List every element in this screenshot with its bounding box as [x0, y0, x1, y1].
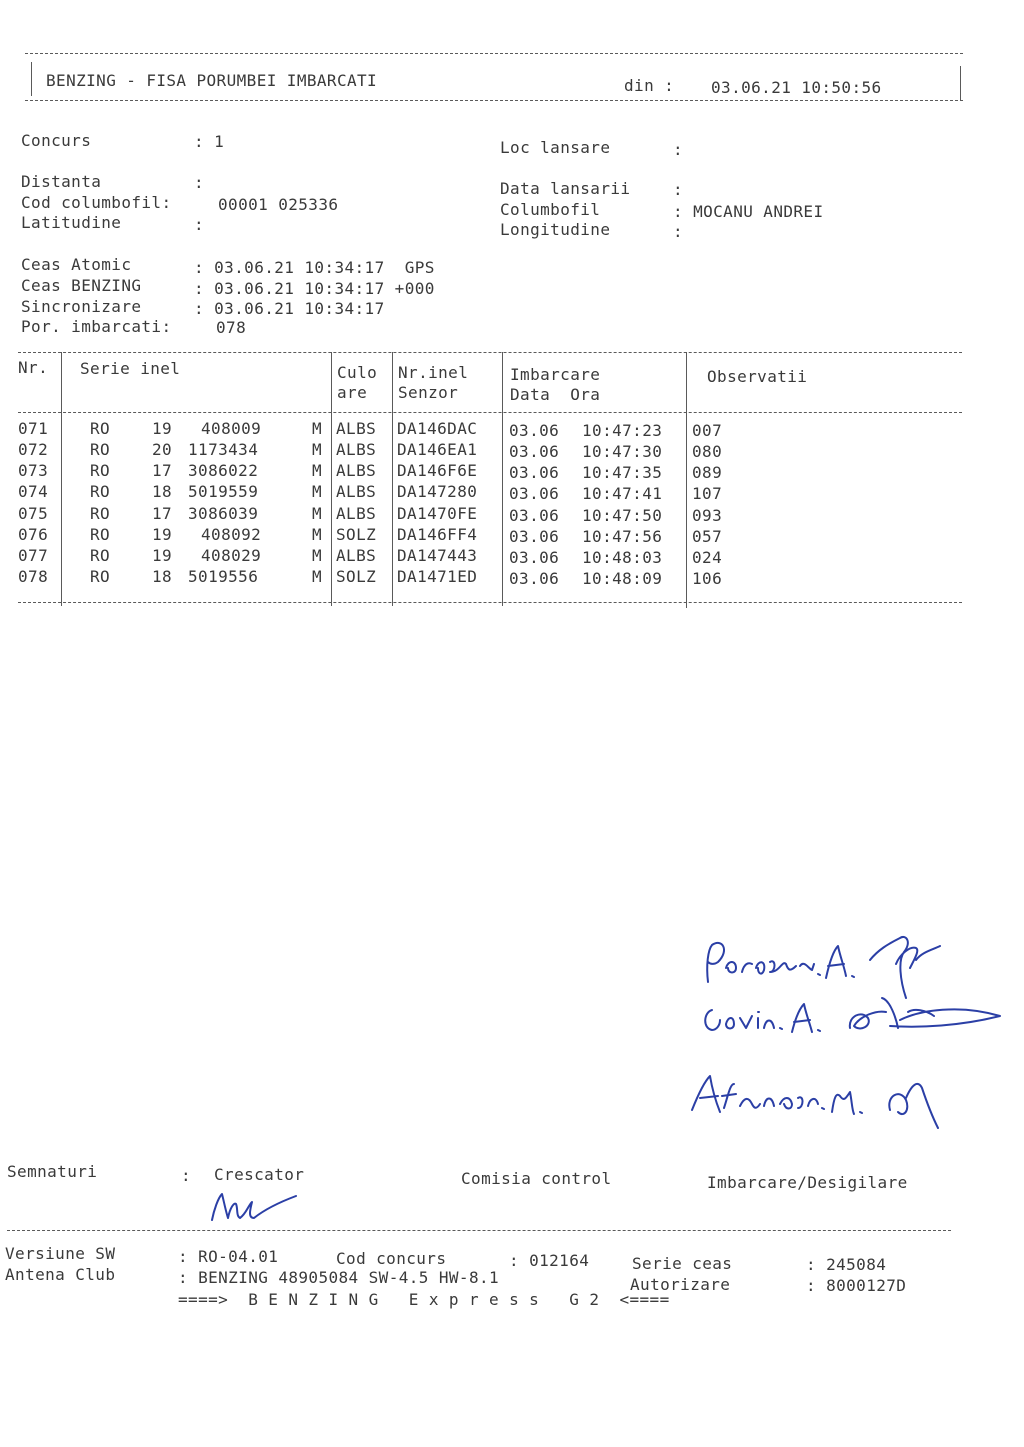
header-imbarcare-1: Imbarcare — [510, 365, 601, 384]
cell-data: 03.06 — [509, 569, 560, 589]
cell-serie-inel: 408029 — [201, 545, 262, 565]
cell-nr: 075 — [18, 503, 49, 523]
header-imbarcare-2: Data Ora — [510, 385, 601, 404]
cell-sex: M — [312, 419, 323, 438]
cell-an: 17 — [152, 461, 173, 481]
versiune-sw-value: : RO-04.01 — [178, 1247, 279, 1266]
cod-columbofil-value: 00001 025336 — [218, 195, 339, 214]
cell-culoare: ALBS — [336, 503, 377, 523]
table-col-line-nr — [61, 352, 62, 606]
loc-lansare-value: : — [673, 140, 684, 159]
latitudine-label: Latitudine — [21, 213, 122, 232]
cell-senzor: DA146EA1 — [397, 440, 478, 460]
header-right-border — [960, 66, 961, 100]
cell-sex: M — [312, 482, 323, 502]
crescator-signature — [208, 1188, 303, 1232]
cell-tara: RO — [90, 545, 111, 565]
cell-senzor: DA1471ED — [397, 567, 478, 587]
cell-culoare: ALBS — [336, 482, 377, 502]
autorizare-label: Autorizare — [630, 1275, 731, 1294]
cell-senzor: DA146DAC — [397, 419, 478, 438]
cell-serie-inel: 3086039 — [188, 503, 259, 523]
cell-nr: 073 — [18, 461, 49, 481]
cell-nr: 071 — [18, 419, 49, 438]
latitudine-value: : — [194, 215, 205, 234]
cell-culoare: ALBS — [336, 440, 377, 460]
comisia-control-label: Comisia control — [461, 1169, 612, 1188]
benzing-express-banner: ====> B E N Z I N G E x p r e s s G 2 <==== — [178, 1290, 670, 1309]
cell-tara: RO — [90, 461, 111, 481]
antena-club-label: Antena Club — [5, 1265, 116, 1284]
cell-senzor: DA146F6E — [397, 461, 478, 481]
cell-observatii: 080 — [692, 442, 723, 462]
sincronizare-label: Sincronizare — [21, 297, 142, 316]
cell-observatii: 093 — [692, 505, 723, 525]
header-observatii: Observatii — [707, 367, 808, 386]
cell-ora: 10:47:41 — [582, 484, 663, 504]
imbarcare-desigilare-label: Imbarcare/Desigilare — [707, 1173, 908, 1192]
header-bottom-border — [25, 100, 963, 101]
cell-nr: 076 — [18, 524, 49, 544]
semnaturi-colon: : — [181, 1166, 192, 1185]
cell-observatii: 089 — [692, 463, 723, 483]
cell-tara: RO — [90, 419, 111, 438]
cell-ora: 10:47:50 — [582, 505, 663, 525]
table-col-line-senzor — [502, 352, 503, 606]
cell-an: 18 — [152, 567, 173, 587]
cell-sex: M — [312, 545, 323, 565]
cell-culoare: ALBS — [336, 419, 377, 438]
cell-nr: 077 — [18, 545, 49, 565]
header-nr-inel-2: Senzor — [398, 383, 459, 402]
cell-senzor: DA146FF4 — [397, 524, 478, 544]
cell-tara: RO — [90, 567, 111, 587]
header-top-border — [25, 53, 963, 54]
cell-serie-inel: 408092 — [201, 524, 262, 544]
ceas-benzing-label: Ceas BENZING — [21, 276, 142, 295]
cell-culoare: SOLZ — [336, 524, 377, 544]
din-label: din : — [624, 76, 675, 95]
cell-observatii: 024 — [692, 547, 723, 567]
cell-an: 18 — [152, 482, 173, 502]
cell-senzor: DA147443 — [397, 545, 478, 565]
cell-sex: M — [312, 503, 323, 523]
cell-serie-inel: 5019556 — [188, 567, 259, 587]
versiune-sw-label: Versiune SW — [5, 1244, 116, 1263]
cell-ora: 10:47:30 — [582, 442, 663, 462]
header-culoare-1: Culo — [337, 363, 378, 382]
cod-columbofil-label: Cod columbofil: — [21, 193, 172, 212]
cell-serie-inel: 5019559 — [188, 482, 259, 502]
cell-data: 03.06 — [509, 463, 560, 483]
cell-observatii: 106 — [692, 569, 723, 589]
cell-culoare: ALBS — [336, 545, 377, 565]
cell-ora: 10:47:56 — [582, 526, 663, 546]
ceas-atomic-value: : 03.06.21 10:34:17 GPS — [194, 258, 435, 277]
cell-an: 20 — [152, 440, 173, 460]
header-nr-inel-1: Nr.inel — [398, 363, 469, 382]
cell-culoare: ALBS — [336, 461, 377, 481]
cell-ora: 10:47:23 — [582, 421, 663, 440]
sincronizare-value: : 03.06.21 10:34:17 — [194, 299, 385, 318]
cell-senzor: DA1470FE — [397, 503, 478, 523]
columbofil-label: Columbofil — [500, 200, 601, 219]
cell-culoare: SOLZ — [336, 567, 377, 587]
distanta-value: : — [194, 173, 205, 192]
ceas-atomic-label: Ceas Atomic — [21, 255, 132, 274]
cell-sex: M — [312, 440, 323, 460]
cell-an: 19 — [152, 524, 173, 544]
cell-serie-inel: 3086022 — [188, 461, 259, 481]
document-title: BENZING - FISA PORUMBEI IMBARCATI — [46, 71, 378, 90]
serie-ceas-label: Serie ceas — [632, 1254, 733, 1273]
porumbei-imbarcati-value: 078 — [216, 318, 247, 337]
cell-ora: 10:48:09 — [582, 569, 663, 589]
semnaturi-label: Semnaturi — [7, 1162, 98, 1181]
cell-tara: RO — [90, 482, 111, 502]
cell-observatii: 107 — [692, 484, 723, 504]
cell-nr: 072 — [18, 440, 49, 460]
cell-tara: RO — [90, 503, 111, 523]
columbofil-value: : MOCANU ANDREI — [673, 202, 824, 221]
header-serie-inel: Serie inel — [80, 359, 181, 378]
din-value: 03.06.21 10:50:56 — [711, 78, 882, 97]
ceas-benzing-value: : 03.06.21 10:34:17 +000 — [194, 279, 435, 298]
concurs-value: : 1 — [194, 132, 225, 151]
cell-data: 03.06 — [509, 505, 560, 525]
header-left-border — [31, 62, 32, 96]
autorizare-value: : 8000127D — [806, 1276, 907, 1295]
cell-data: 03.06 — [509, 421, 560, 440]
distanta-label: Distanta — [21, 172, 102, 191]
cell-serie-inel: 1173434 — [188, 440, 259, 460]
cell-an: 17 — [152, 503, 173, 523]
cell-senzor: DA147280 — [397, 482, 478, 502]
antena-club-value: : BENZING 48905084 SW-4.5 HW-8.1 — [178, 1268, 500, 1287]
cell-observatii: 007 — [692, 421, 723, 440]
cell-sex: M — [312, 524, 323, 544]
concurs-label: Concurs — [21, 131, 92, 150]
cell-data: 03.06 — [509, 484, 560, 504]
data-lansarii-value: : — [673, 180, 684, 199]
table-col-line-ora — [686, 352, 687, 608]
cell-an: 19 — [152, 545, 173, 565]
cell-nr: 074 — [18, 482, 49, 502]
longitudine-label: Longitudine — [500, 220, 611, 239]
cell-sex: M — [312, 461, 323, 481]
cell-data: 03.06 — [509, 547, 560, 567]
header-nr: Nr. — [18, 358, 49, 377]
table-bottom-border — [18, 602, 962, 603]
table-top-border — [18, 352, 962, 353]
data-lansarii-label: Data lansarii — [500, 179, 631, 198]
cell-serie-inel: 408009 — [201, 419, 262, 438]
cod-concurs-label: Cod concurs — [336, 1249, 447, 1268]
cell-observatii: 057 — [692, 526, 723, 546]
cell-ora: 10:47:35 — [582, 463, 663, 483]
porumbei-imbarcati-label: Por. imbarcati: — [21, 317, 172, 336]
loc-lansare-label: Loc lansare — [500, 138, 611, 157]
table-col-line-sex — [331, 352, 332, 606]
commission-signatures — [700, 920, 1010, 1139]
cell-ora: 10:48:03 — [582, 547, 663, 567]
cell-tara: RO — [90, 440, 111, 460]
table-header-separator — [18, 412, 962, 413]
cell-tara: RO — [90, 524, 111, 544]
cell-data: 03.06 — [509, 442, 560, 462]
header-culoare-2: are — [337, 383, 368, 402]
cell-an: 19 — [152, 419, 173, 438]
cell-data: 03.06 — [509, 526, 560, 546]
longitudine-value: : — [673, 222, 684, 241]
footer-top-border — [7, 1230, 951, 1231]
crescator-label: Crescator — [214, 1165, 305, 1184]
serie-ceas-value: : 245084 — [806, 1255, 887, 1274]
cell-sex: M — [312, 567, 323, 587]
table-col-line-culoare — [392, 352, 393, 606]
cell-nr: 078 — [18, 567, 49, 587]
cod-concurs-value: : 012164 — [509, 1251, 590, 1270]
